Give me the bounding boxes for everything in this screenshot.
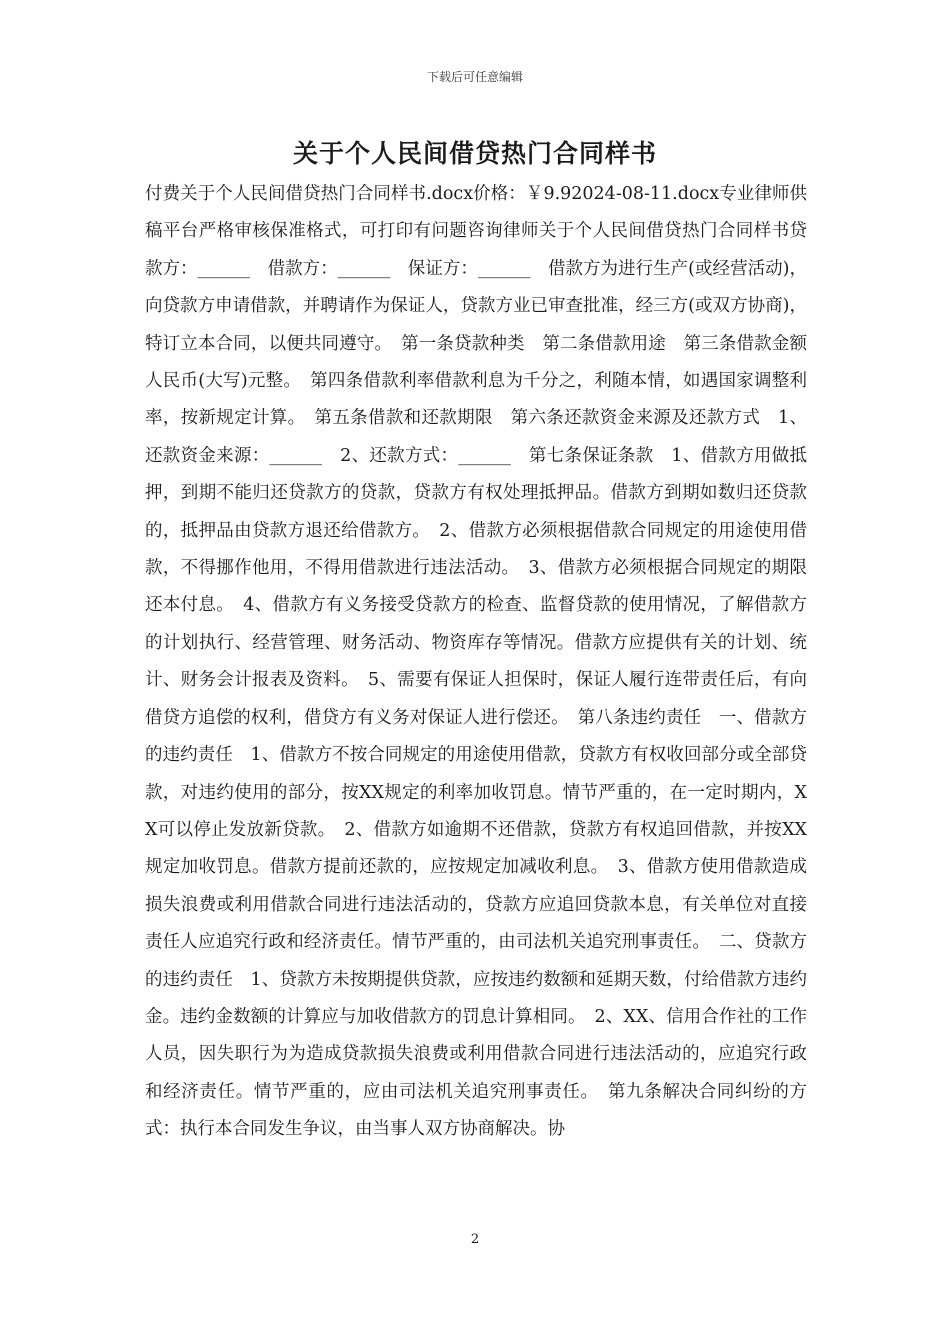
document-body: 付费关于个人民间借贷热门合同样书.docx价格：￥9.92024-08-11.docx专业律师供稿平台严格审核保准格式，可打印有问题咨询律师关于个人民间借贷热门合同样书贷款方：______ 借款方：______ 保证方：______ 借款方为进行生产(或经营活动)，向贷款方申请借款，并聘请作为保证人，贷款方业已审查批准，经三方(或双方协商)，特订立本合同，以便共同遵守。 第一条贷款种类 第二条借款用途 第三条借款金额人民币(大写)元整。 第四条借款利率借款利息为千分之，利随本情，如遇国家调整利率，按新规定计算。 第五条借款和还款期限 第六条还款资金来源及还款方式 1、还款资金来源：______ 2、还款方式：______ 第七条保证条款 1、借款方用做抵押，到期不能归还贷款方的贷款，贷款方有权处理抵押品。借款方到期如数归还贷款的，抵押品由贷款方退还给借款方。 2、借款方必须根据借款合同规定的用途使用借款，不得挪作他用，不得用借款进行违法活动。 3、借款方必须根据合同规定的期限还本付息。 4、借款方有义务接受贷款方的检查、监督贷款的使用情况，了解借款方的计划执行、经营管理、财务活动、物资库存等情况。借款方应提供有关的计划、统计、财务会计报表及资料。 5、需要有保证人担保时，保证人履行连带责任后，有向借贷方追偿的权利，借贷方有义务对保证人进行偿还。 第八条违约责任 一、借款方的违约责任 1、借款方不按合同规定的用途使用借款，贷款方有权收回部分或全部贷款，对违约使用的部分，按XX规定的利率加收罚息。情节严重的，在一定时期内，XX可以停止发放新贷款。 2、借款方如逾期不还借款，贷款方有权追回借款，并按XX规定加收罚息。借款方提前还款的，应按规定加减收利息。 3、借款方使用借款造成损失浪费或利用借款合同进行违法活动的，贷款方应追回贷款本息，有关单位对直接责任人应追究行政和经济责任。情节严重的，由司法机关追究刑事责任。 二、贷款方的违约责任 1、贷款方未按期提供贷款，应按违约数额和延期天数，付给借款方违约金。违约金数额的计算应与加收借款方的罚息计算相同。 2、XX、信用合作社的工作人员，因失职行为为造成贷款损失浪费或利用借款合同进行违法活动的，应追究行政和经济责任。情节严重的，应由司法机关追究刑事责任。 第九条解决合同纠纷的方式：执行本合同发生争议，由当事人双方协商解决。协 xyxy=(145,184,807,1140)
page-number: 2 xyxy=(470,1232,480,1247)
header-note: 下载后可任意编辑 xyxy=(426,70,523,84)
document-title: 关于个人民间借贷热门合同样书 xyxy=(292,139,657,168)
